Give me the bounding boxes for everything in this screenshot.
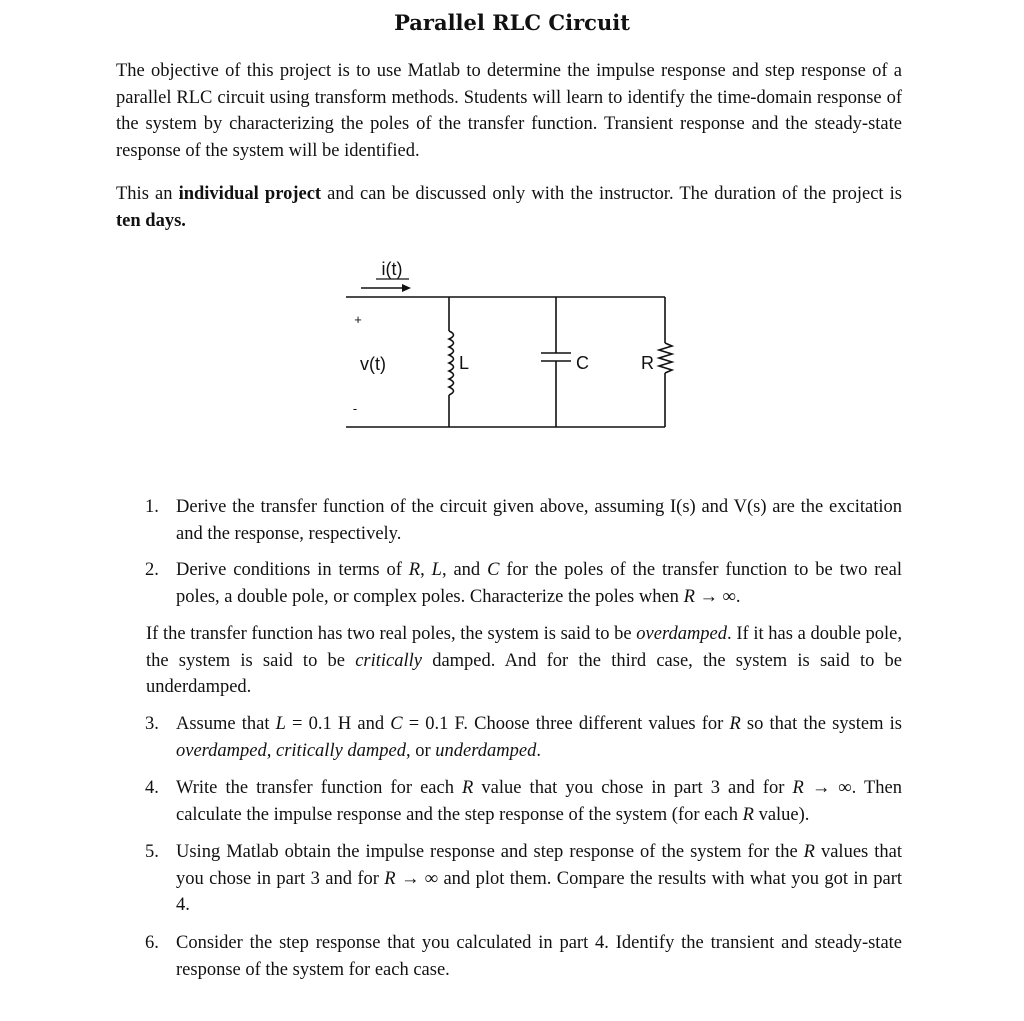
project-text: This an (116, 184, 179, 204)
project-text: and can be discussed only with the instructor. The duration of the project is (321, 184, 903, 204)
item-number: 5. (145, 842, 159, 862)
item-number: 6. (145, 933, 159, 953)
inductor-symbol (449, 331, 454, 395)
current-arrow-head (402, 284, 411, 292)
list-item (145, 930, 902, 983)
list-item (145, 494, 902, 547)
list-item (145, 557, 902, 610)
page-title: Parallel RLC Circuit (394, 10, 630, 35)
list-item (145, 711, 902, 764)
list-item (145, 775, 902, 828)
item-number: 4. (145, 778, 159, 798)
item-number: 2. (145, 560, 159, 580)
current-label: i(t) (381, 259, 403, 279)
capacitor-label: C (576, 353, 589, 373)
item-number: 3. (145, 714, 159, 734)
item-text: Assume that L = 0.1 H and C = 0.1 F. Choose three different values for R so that the system is overdamped, critically damped, or underdamped. (176, 714, 902, 761)
inductor-label: L (459, 353, 470, 373)
voltage-label: v(t) (360, 354, 386, 374)
damping-paragraph: If the transfer function has two real poles, the system is said to be overdamped. If it has a double pole, the system is said to be critically damped. And for the third case, the system is said to be underdamped. (146, 624, 902, 697)
item-text: Write the transfer function for each R value that you chose in part 3 and for R → ∞. Then calculate the impulse response and the step response of the system (for each R value). (176, 778, 902, 825)
resistor-symbol (659, 343, 672, 373)
list-item (145, 839, 902, 919)
item-text: Using Matlab obtain the impulse response and step response of the system for the R values that you chose in part 3 and for R → ∞ and plot them. Compare the results with what you got in part 4. (176, 842, 902, 915)
objective-paragraph: The objective of this project is to use Matlab to determine the impulse response and step response of a parallel RLC circuit using transform methods. Students will learn to identify the time-domain response of the system by characterizing the poles of the transfer function. Transient response and the steady-state response of the system will be identified. (116, 61, 902, 161)
project-emphasis: individual project (178, 184, 322, 204)
rlc-circuit-diagram (330, 250, 680, 440)
duration-emphasis: ten days. (116, 210, 186, 231)
plus-label: + (354, 312, 362, 327)
minus-label: - (352, 401, 358, 416)
item-number: 1. (145, 497, 159, 517)
resistor-label: R (641, 353, 654, 373)
item-text: Derive conditions in terms of R, L, and C for the poles of the transfer function to be two real poles, a double pole, or complex poles. Characterize the poles when R → ∞. (176, 560, 902, 607)
item-text: Consider the step response that you calculated in part 4. Identify the transient and steady-state response of the system for each case. (176, 933, 902, 980)
item-text: Derive the transfer function of the circuit given above, assuming I(s) and V(s) are the excitation and the response, respectively. (176, 497, 902, 544)
project-info-paragraph (116, 181, 902, 234)
